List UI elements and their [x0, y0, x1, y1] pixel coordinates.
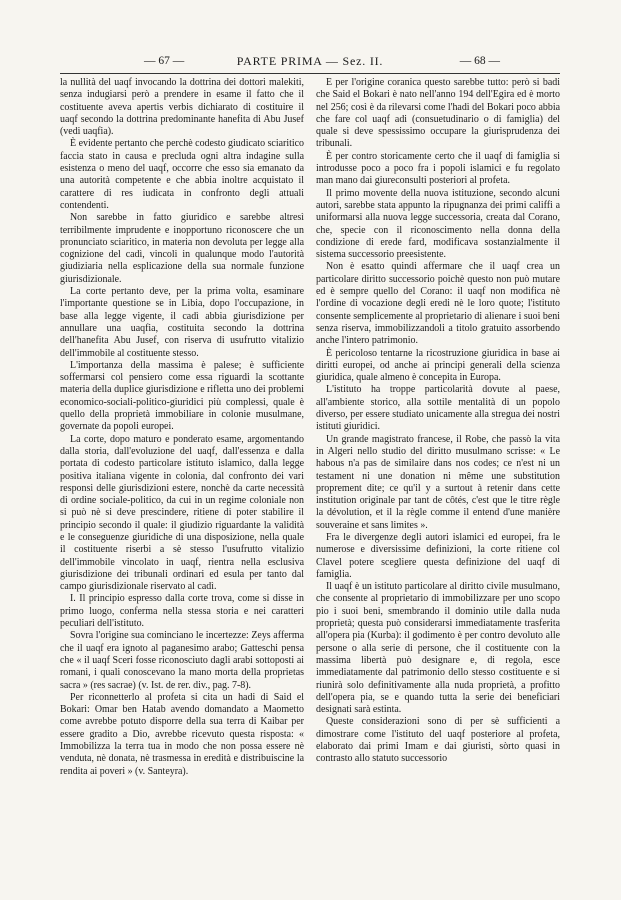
left-column — [60, 77, 304, 867]
right-column — [316, 77, 560, 867]
paragraph: Queste considerazioni sono di per sè sufficienti a dimostrare come l'istituto del uaqf posteriore al profeta, elaborato dai primi Imam e dai giuristi, sòrto quasi in contrasto allo statuto successorio — [316, 716, 560, 765]
paragraph: la nullità del uaqf invocando la dottrina dei dottori malekiti, senza indugiarsi però a prendere in esame il fatto che il costituente aveva apertis verbis dichiarato di costituire il uaqf secondo la dottrina predominante hanefita di Abu Jusef (vedi uaqfia). — [60, 77, 304, 138]
paragraph: Non è esatto quindi affermare che il uaqf crea un particolare diritto successorio poichè questo non può mutare ed è sempre quello del Corano: il uaqf non modifica nè l'ordine di vocazione degli eredi nè le loro quote; l'istituto consente semplicemente al proprietario di alienare i suoi beni senza riserva, immobilizzandoli a titolo gratuito assorbendo anche l'intero patrimonio. — [316, 261, 560, 347]
paragraph: L'istituto ha troppe particolarità dovute al paese, all'ambiente storico, alla sottile mentalità di un popolo diverso, per essere studiato unicamente alla stregua dei nostri istituti giuridici. — [316, 384, 560, 433]
paragraph: Sovra l'origine sua cominciano le incertezze: Zeys afferma che il uaqf era ignoto al paganesimo arabo; Gatteschi pensa che « il uaqf Sceri fosse riconosciuto dagli arabi sottoposti ai romani, i quali conoscevano la mano morta della proprietas sacra » (res sacrae) (v. Ist. de rer. div., pag. 7-8). — [60, 630, 304, 691]
paragraph: Fra le divergenze degli autori islamici ed europei, fra le numerose e diversissime definizioni, la corte ritiene col Clavel potere scegliere questa definizione del uaqf di famiglia. — [316, 531, 560, 580]
right-page-number: — 68 — — [459, 55, 500, 67]
paragraph: Per riconnetterlo al profeta si cita un hadi di Said el Bokari: Omar ben Hatab avendo domandato a Maometto come avrebbe potuto disporre della sua terra di Kaibar per essere gradito a Dio, avrebbe ricevuto questa risposta: « Immobilizza la terra tua in modo che non possa essere nè venduta, nè donata, nè trasmessa in eredità e distribuiscine la rendita ai poveri » (v. Santeyra). — [60, 691, 304, 777]
paragraph: È evidente pertanto che perchè codesto giudicato sciaritico faccia stato in causa e precluda ogni altra indagine sulla esistenza o meno del uaqf, occorre che esso sia emanato da una autorità competente e che abbia inoltre acquistato il carattere di res iudicata in confronto degli attuali contendenti. — [60, 138, 304, 211]
header-rule — [60, 73, 560, 74]
paragraph: È per contro storicamente certo che il uaqf di famiglia si introdusse poco a poco fra i popoli islamici e fu regolato man mano dai giureconsulti posteriori al profeta. — [316, 150, 560, 187]
paragraph: È pericoloso tentarne la ricostruzione giuridica in base ai diritti europei, od anche ai principi generali della scienza giuridica, quale almeno è concepita in Europa. — [316, 347, 560, 384]
paragraph: L'importanza della massima è palese; è sufficiente soffermarsi col pensiero come essa riguardi la scottante materia della duplice giurisdizione e rifletta uno dei problemi economico-sociali-politico-giuridici più complessi, quale è quello della proprietà immobiliare in colonie musulmane, governate da popoli europei. — [60, 359, 304, 433]
paragraph: Non sarebbe in fatto giuridico e sarebbe altresì terribilmente imprudente e inopportuno riconoscere che un pronunciato sciaritico, in materia non devoluta per legge alla cognizione del cadì, vincoli in qualunque modo l'autorità giudiziaria nella esplicazione della sua normale funzione giurisdizionale. — [60, 212, 304, 285]
paragraph: La corte pertanto deve, per la prima volta, esaminare l'importante questione se in Libia, dopo l'occupazione, in base alla legge vigente, il cadì abbia giurisdizione per annullare una uaqfia, costituita secondo la dottrina dell'hanefita Abu Jusef, con riserva di usufrutto vitalizio dell'immobile al costituente stesso. — [60, 286, 304, 359]
running-header — [60, 55, 560, 71]
paragraph: E per l'origine coranica questo sarebbe tutto: però si badi che Said el Bokari è nato nell'anno 194 dell'Egira ed è morto nel 256; così è da rilevarsi come l'hadi del Bokari poco abbia che fare col uaqf adi (consuetudinario o di famiglia) del quale si deve spessissimo occupare la giurisprudenza dei tribunali. — [316, 77, 560, 150]
paragraph: Il primo movente della nuova istituzione, secondo alcuni autori, sarebbe stata appunto la ripugnanza dei primi califfi a uniformarsi alla nuova legge successoria, creata dal Corano, che, specie con il riconoscimento nella donna della condizione di erede fard, modificava sostanzialmente il sistema successorio preesistente. — [316, 187, 560, 261]
running-title: PARTE PRIMA — Sez. II. — [236, 54, 384, 68]
left-page-number: — 67 — — [144, 55, 185, 67]
paragraph: I. Il principio espresso dalla corte trova, come si disse in primo luogo, conferma nella stessa storia e nei caratteri peculiari dell'istituto. — [60, 593, 304, 630]
paragraph: La corte, dopo maturo e ponderato esame, argomentando dalla storia, dall'evoluzione del uaqf, dall'essenza e dalla portata di codesto particolare istituto islamico, dalla legge positiva italiana vigente in colonia, dal confronto dei vari responsi delle giurisdizioni estere, nonchè da carte necessità di ordine sociale-politico, da cui in un regime coloniale non si può nè si deve prescindere, ritiene di poter stabilire il principio secondo il quale: il giudizio riguardante la validità e le conseguenze giuridiche di una disposizione, nella quale il costituente riserbi a sè stesso l'usufrutto vitalizio dell'immobile vincolato in uaqf, rientra nella esclusiva giurisdizione dei tribunali ordinari ed esula per tanto dal campo giurisdizionale riservato al cadì. — [60, 433, 304, 593]
paragraph: Un grande magistrato francese, il Robe, che passò la vita in Algeri nello studio del diritto musulmano scrisse: « Le habous n'a pas de similaire dans nos codes; ce n'est ni un testament ni une donation ni même une substitution proprement dite; ce qu'il y a surtout à retenir dans cette institution originale par tant de côtés, c'est que le titre règle la dévolution, et il la règle comme il entend d'une manière souveraine et sans limites ». — [316, 433, 560, 531]
paragraph: Il uaqf è un istituto particolare al diritto civile musulmano, che consente al proprietario di immobilizzare per uno scopo pio i suoi beni, smembrando il dominio utile dalla nuda proprietà; questa può considerarsi immediatamente trasferita all'opera pia (Kurba): il godimento è per contro devoluto alle persone o alla serie di persone, che il costituente con la massima libertà può designare e, di regola, esce immediatamente dal patrimonio dello stesso costituente e si riunirà solo definitivamente alla nuda proprietà, a profitto dell'opera pia, se e quando tutta la serie dei beneficiari designati sarà estinta. — [316, 581, 560, 716]
